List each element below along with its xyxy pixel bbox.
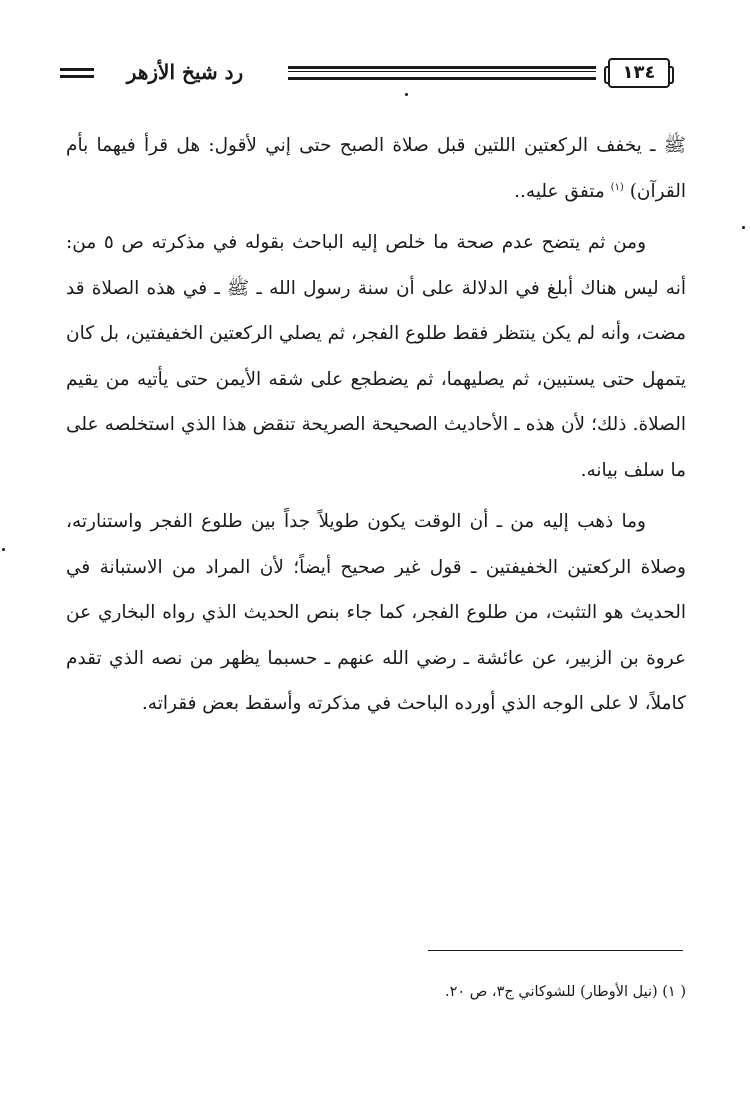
header-rule (288, 66, 596, 80)
paragraph-1-tail: متفق عليه.. (514, 180, 611, 202)
paragraph-1-text: ﷺ ـ يخفف الركعتين اللتين قبل صلاة الصبح حتى إني لأقول: هل قرأ فيهما بأم القرآن) (66, 135, 686, 202)
paragraph-2: ومن ثم يتضح عدم صحة ما خلص إليه الباحث بقوله في مذكرته ص ٥ من: أنه ليس هناك أبلغ في الدلالة على أن سنة رسول الله ـ ﷺ ـ في هذه الصلاة قد مضت، وأنه لم يكن ينتظر فقط طلوع الفجر، ثم يصلي الركعتين الخفيفتين، بل كان يتمهل حتى يستبين، ثم يصليهما، ثم يضطجع على شقه الأيمن حتى يأتيه من يقيم الصلاة. ذلك؛ لأن هذه ـ الأحاديث الصحيحة الصريحة تنقض هذا الذي استخلصه على ما سلف بيانه. (66, 232, 686, 481)
scan-mark (405, 93, 408, 96)
footnote-separator (428, 950, 683, 951)
paragraph-1 (66, 123, 686, 214)
header-ornament-left (60, 68, 94, 78)
page-number: ١٣٤ (608, 58, 670, 88)
scan-mark (742, 226, 745, 229)
footnote: ( ١) (نيل الأوطار) للشوكاني ج٣، ص ٢٠. (444, 984, 686, 1000)
body-text (66, 123, 686, 727)
footnote-reference: (١) (610, 181, 624, 193)
scan-mark (2, 548, 5, 551)
running-title: رد شيخ الأزهر (126, 60, 244, 84)
paragraph-3: وما ذهب إليه من ـ أن الوقت يكون طويلاً جداً بين طلوع الفجر واستنارته، وصلاة الركعتين الخفيفتين ـ قول غير صحيح أيضاً؛ لأن المراد من الاستبانة في الحديث هو التثبت، من طلوع الفجر، كما جاء بنص الحديث الذي رواه البخاري عن عروة بن الزبير، عن عائشة ـ رضي الله عنهم ـ حسبما يظهر من نصه الذي تقدم كاملاً، لا على الوجه الذي أورده الباحث في مذكرته وأسقط بعض فقراته. (66, 511, 686, 714)
page-header (60, 58, 692, 94)
